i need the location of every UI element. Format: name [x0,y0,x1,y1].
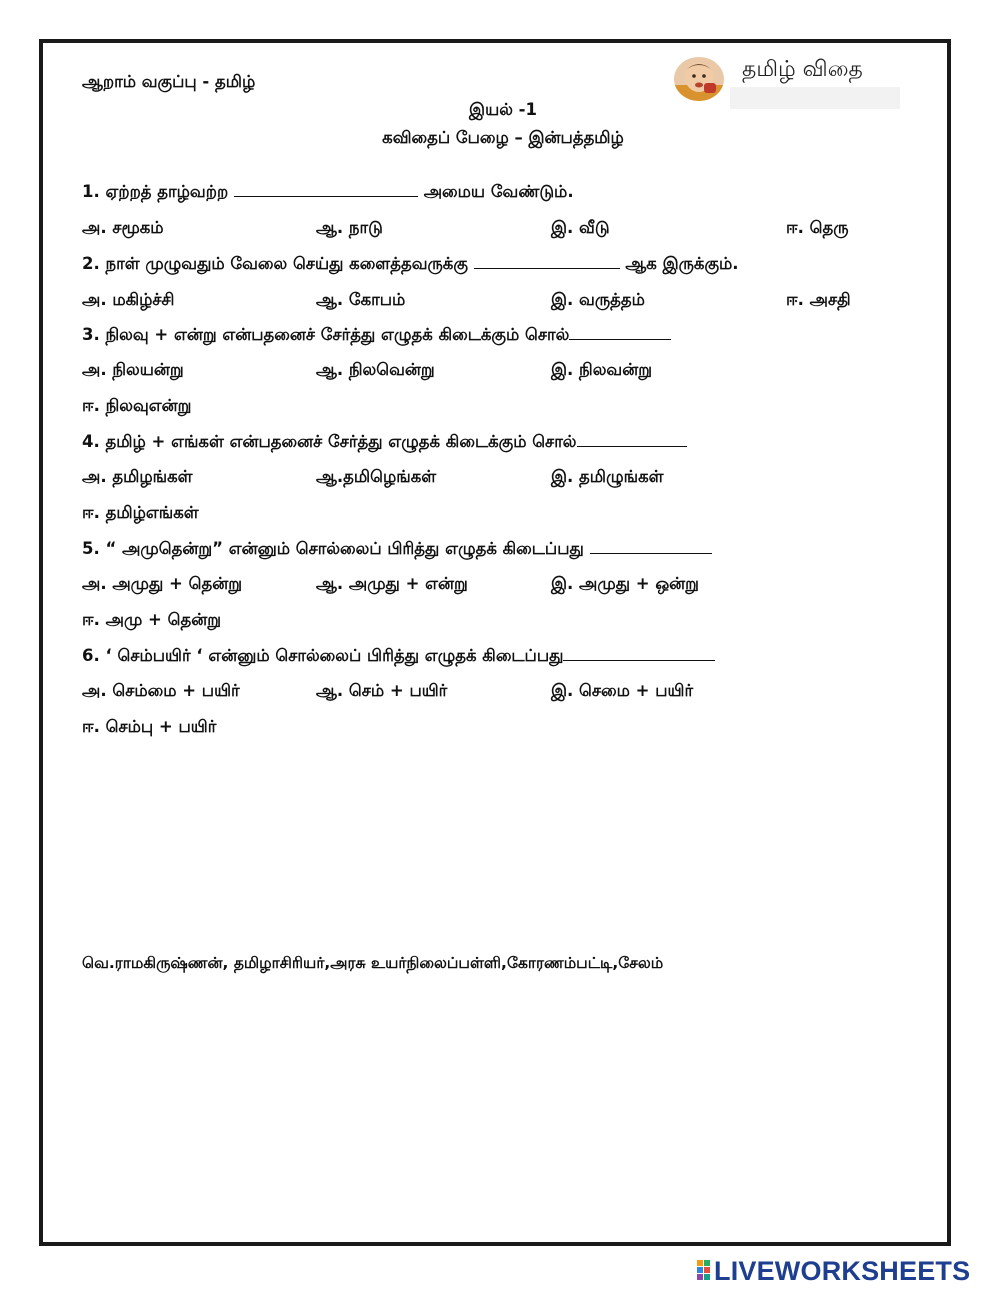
answer-blank[interactable] [563,646,715,661]
option[interactable]: இ. வருத்தம் [551,290,645,309]
option[interactable]: ஈ. தெரு [786,218,849,237]
question-2 [82,254,739,274]
option[interactable]: அ. தமிழங்கள் [82,467,193,486]
option[interactable]: ஈ. செம்பு + பயிர் [82,717,217,736]
answer-blank[interactable] [577,432,687,447]
unit-title: இயல் -1 [469,100,537,119]
question-text: 2. நாள் முழுவதும் வேலை செய்து களைத்தவருக்கு [82,254,468,273]
question-text: 6. ‘ செம்பயிர் ‘ என்னும் சொல்லைப் பிரித்து எழுதக் கிடைப்பது [82,646,564,665]
question-1 [82,182,574,202]
option[interactable]: ஆ.தமிழெங்கள் [316,467,437,486]
question-text: 4. தமிழ் + எங்கள் என்பதனைச் சேர்த்து எழுதக் கிடைக்கும் சொல் [82,432,577,451]
option[interactable]: இ. வீடு [551,218,610,237]
option[interactable]: ஈ. அமு + தென்று [82,610,222,629]
option[interactable]: அ. அமுது + தென்று [82,574,243,593]
option[interactable]: இ. நிலவன்று [551,360,653,379]
question-text: 3. நிலவு + என்று என்பதனைச் சேர்த்து எழுதக் கிடைக்கும் சொல் [82,325,570,344]
child-photo-icon [674,57,724,101]
brand-name: தமிழ் விதை [742,57,863,82]
option[interactable]: அ. செம்மை + பயிர் [82,681,240,700]
question-4 [82,432,687,452]
option[interactable]: ஆ. செம் + பயிர் [316,681,448,700]
question-6 [82,646,715,666]
option[interactable]: அ. மகிழ்ச்சி [82,290,175,309]
option[interactable]: ஈ. நிலவுஎன்று [82,396,192,415]
option[interactable]: அ. நிலயன்று [82,360,184,379]
answer-blank[interactable] [569,325,671,340]
question-text-end: அமைய வேண்டும். [423,182,574,201]
option[interactable]: அ. சமூகம் [82,218,164,237]
class-title: ஆறாம் வகுப்பு - தமிழ் [82,72,256,91]
option[interactable]: இ. அமுது + ஒன்று [551,574,699,593]
question-text: 1. ஏற்றத் தாழ்வற்ற [82,182,229,201]
question-text: 5. “ அமுதென்று” என்னும் சொல்லைப் பிரித்து எழுதக் கிடைப்பது [82,539,584,558]
option[interactable]: ஆ. நாடு [316,218,383,237]
option[interactable]: ஈ. தமிழ்எங்கள் [82,503,199,522]
option[interactable]: இ. செமை + பயிர் [551,681,694,700]
logo-text: LIVEWORKSHEETS [714,1256,971,1286]
answer-blank[interactable] [474,254,620,269]
answer-blank[interactable] [234,182,418,197]
author-credit: வெ.ராமகிருஷ்ணன், தமிழாசிரியர்,அரசு உயர்நிலைப்பள்ளி,கோரணம்பட்டி,சேலம் [82,954,664,972]
question-3 [82,325,671,345]
option[interactable]: இ. தமிழுங்கள் [551,467,664,486]
question-text-end: ஆக இருக்கும். [625,254,739,273]
option[interactable]: ஆ. அமுது + என்று [316,574,468,593]
option[interactable]: ஆ. கோபம் [316,290,406,309]
answer-blank[interactable] [590,539,712,554]
option[interactable]: ஈ. அசதி [786,290,851,309]
question-5 [82,539,712,559]
brand-avatar [674,57,724,101]
option[interactable]: ஆ. நிலவென்று [316,360,435,379]
blocks-icon [697,1260,711,1282]
lesson-subtitle: கவிதைப் பேழை – இன்பத்தமிழ் [382,128,624,147]
